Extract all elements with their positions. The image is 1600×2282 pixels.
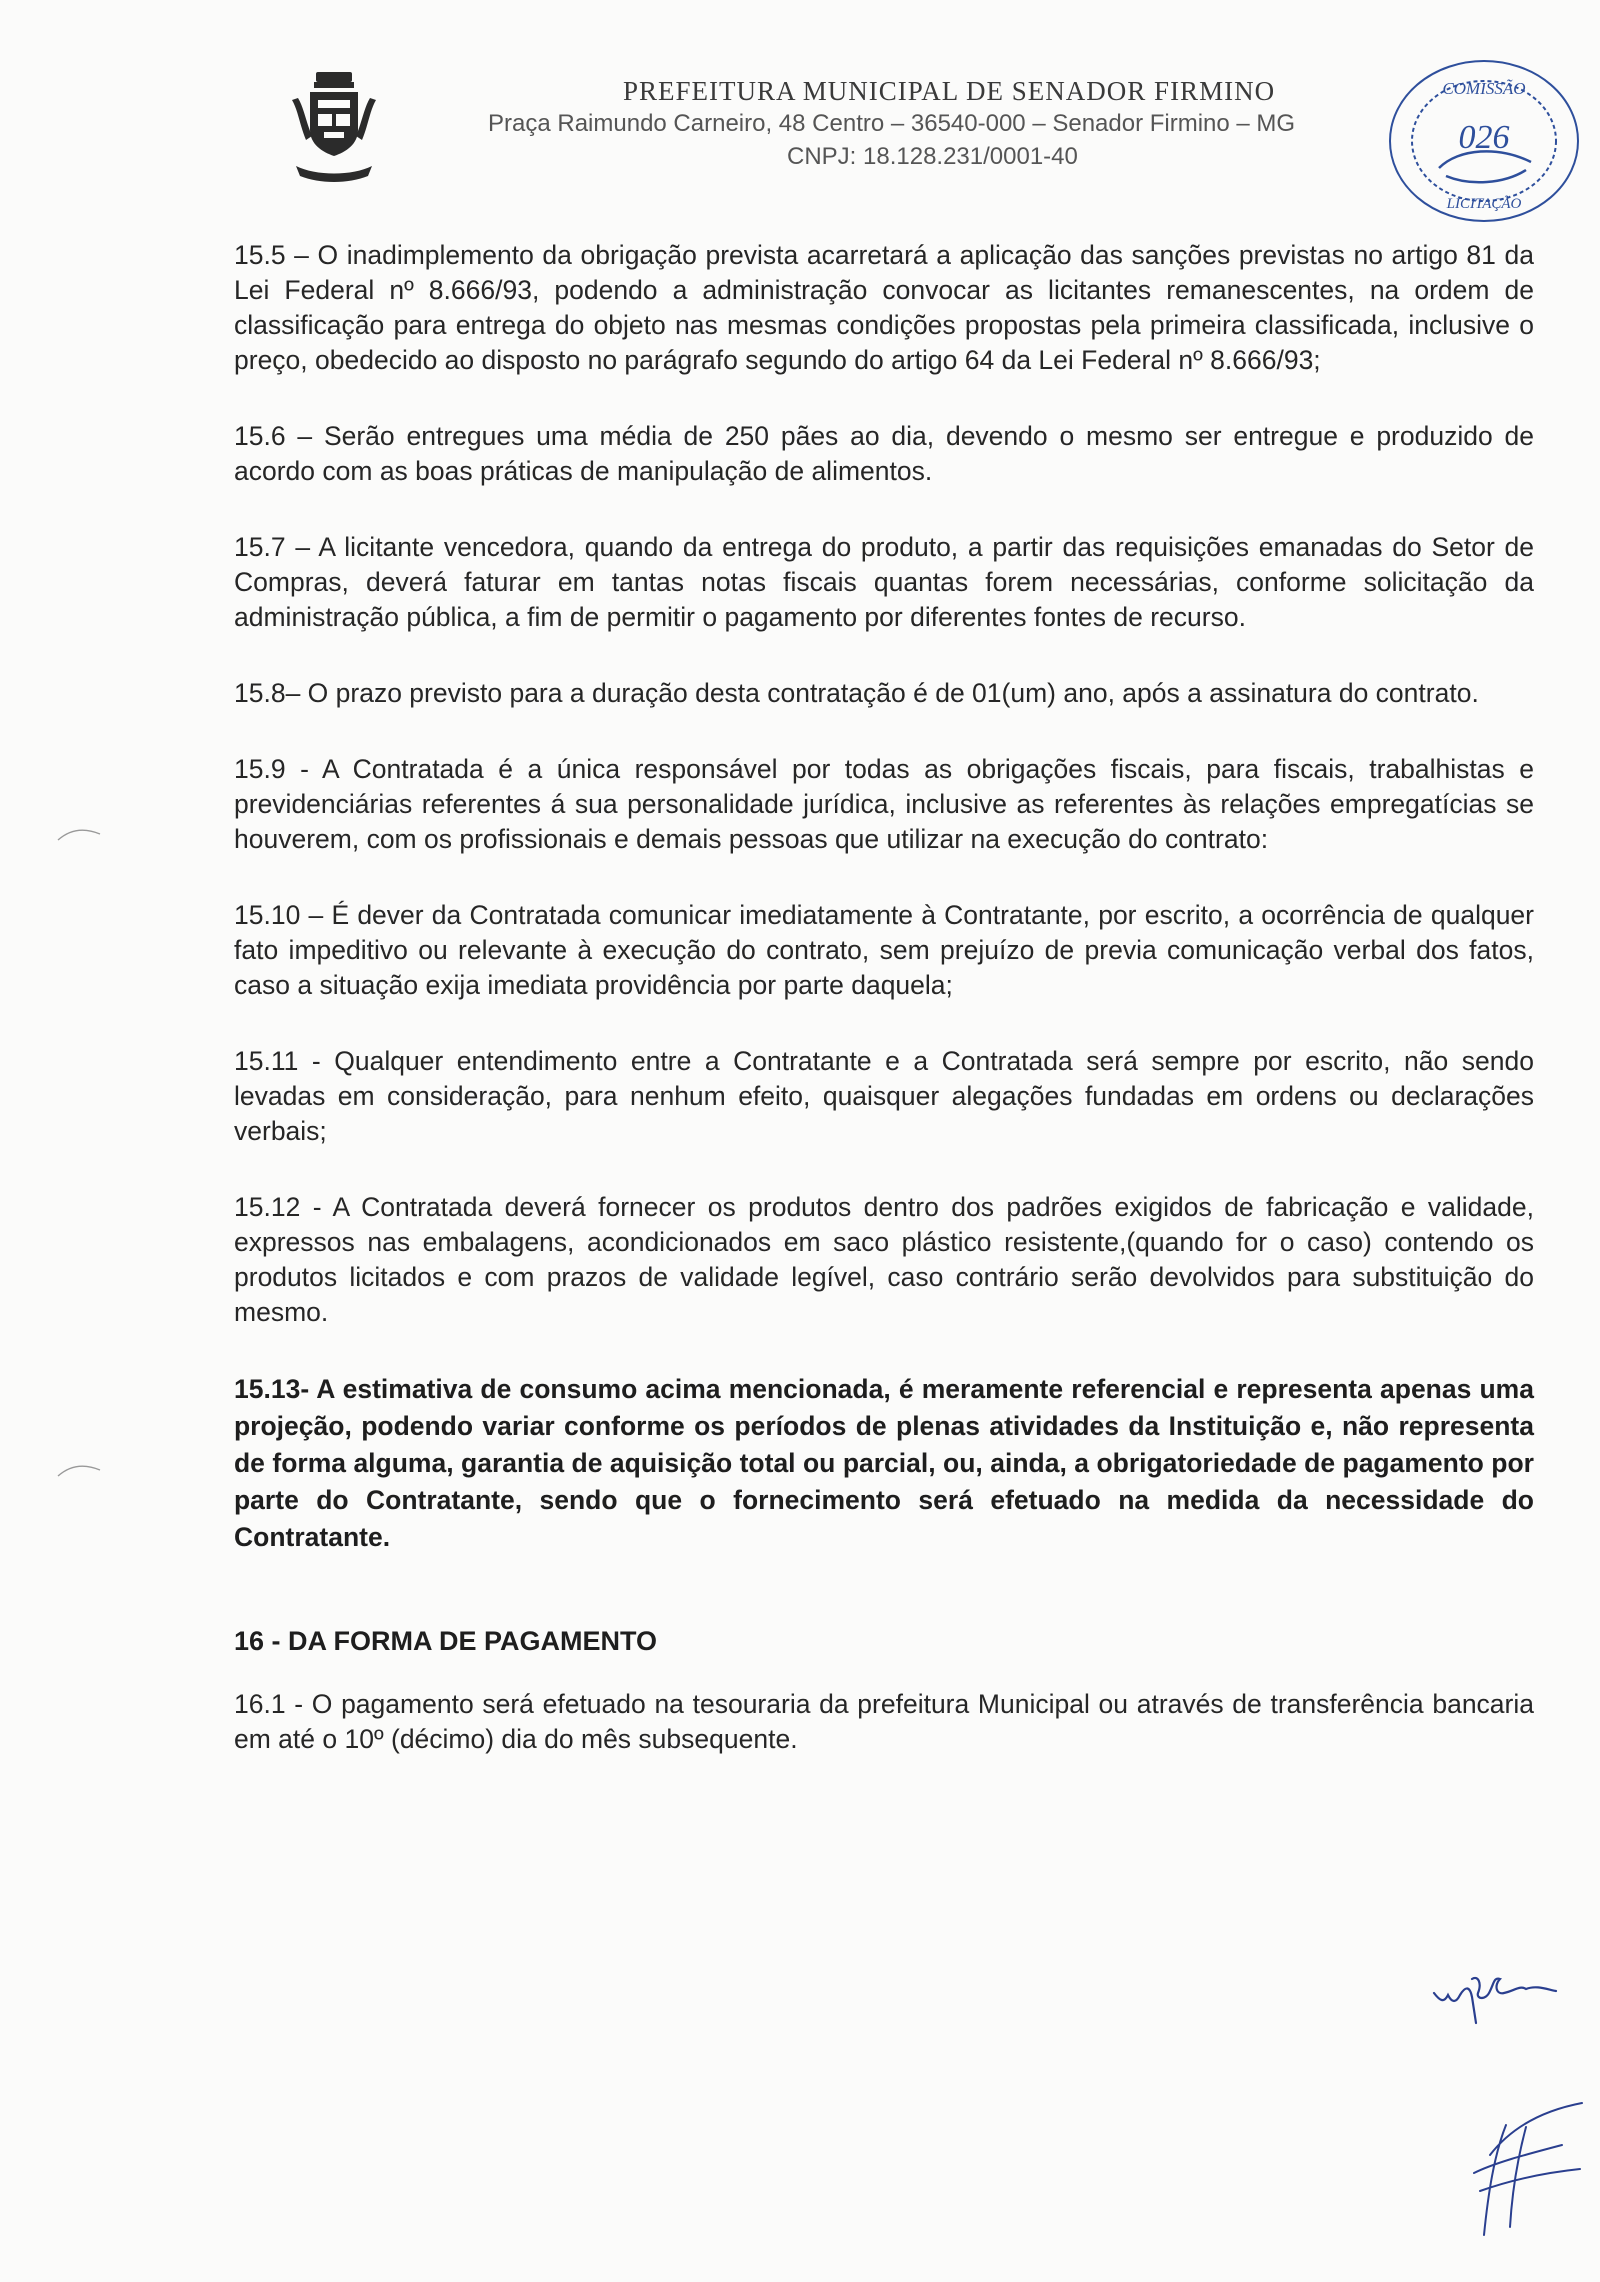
svg-text:LICITAÇÃO: LICITAÇÃO <box>1446 196 1522 212</box>
letterhead <box>0 0 1600 212</box>
prefecture-name: PREFEITURA MUNICIPAL DE SENADOR FIRMINO <box>623 76 1276 106</box>
clause-15-6: 15.6 – Serão entregues uma média de 250 pães ao dia, devendo o mesmo ser entregue e produzido de acordo com as boas práticas de manipulação de alimentos. <box>234 421 1534 486</box>
clause-16-1: 16.1 - O pagamento será efetuado na tesouraria da prefeitura Municipal ou através de transferência bancaria em até o 10º (décimo) dia do mês subsequente. <box>234 1689 1534 1754</box>
svg-text:026: 026 <box>1458 119 1510 156</box>
svg-text:COMISSÃO: COMISSÃO <box>1442 79 1526 98</box>
handwritten-initials <box>1430 1965 1580 2025</box>
clause-15-8: 15.8– O prazo previsto para a duração desta contratação é de 01(um) ano, após a assinatura do contrato. <box>234 678 1479 708</box>
municipal-crest-icon <box>286 70 382 186</box>
margin-mark <box>56 822 104 842</box>
handwritten-signature <box>1450 2095 1600 2240</box>
clause-15-11: 15.11 - Qualquer entendimento entre a Contratante e a Contratada será sempre por escrito, não sendo levadas em consideração, para nenhum efeito, quaisquer alegações fundadas em ordens ou declarações verbais; <box>234 1046 1534 1146</box>
clause-15-12: 15.12 - A Contratada deverá fornecer os produtos dentro dos padrões exigidos de fabricação e validade, expressos nas embalagens, acondicionados em saco plástico resistente,(quando for o caso) contendo os produtos licitados e com prazos de validade legível, caso contrário serão devolvidos para substituição do mesmo. <box>234 1192 1534 1327</box>
clause-15-7: 15.7 – A licitante vencedora, quando da entrega do produto, a partir das requisições emanadas do Setor de Compras, deverá faturar em tantas notas fiscais quantas forem necessárias, conforme solicitação da administração pública, a fim de permitir o pagamento por diferentes fontes de recurso. <box>234 532 1534 632</box>
section-16-title: 16 - DA FORMA DE PAGAMENTO <box>234 1626 658 1656</box>
clause-15-9: 15.9 - A Contratada é a única responsável por todas as obrigações fiscais, para fiscais, trabalhistas e previdenciárias referentes á sua personalidade jurídica, inclusive as referentes às relações empregatícias se houverem, com os profissionais e demais pessoas que utilizar na execução do contrato: <box>234 754 1534 854</box>
prefecture-cnpj: CNPJ: 18.128.231/0001-40 <box>787 143 1078 170</box>
margin-mark <box>56 1458 104 1478</box>
document-body <box>234 238 1534 1798</box>
clause-15-5: 15.5 – O inadimplemento da obrigação prevista acarretará a aplicação das sanções previstas no artigo 81 da Lei Federal nº 8.666/93, podendo a administração convocar as licitantes remanescentes, na ordem de classificação para entrega do objeto nas mesmas condições propostas pela primeira classificada, inclusive o preço, obedecido ao disposto no parágrafo segundo do artigo 64 da Lei Federal nº 8.666/93; <box>234 240 1534 375</box>
clause-15-10: 15.10 – É dever da Contratada comunicar imediatamente à Contratante, por escrito, a ocorrência de qualquer fato impeditivo ou relevante à execução do contrato, sem prejuízo de previa comunicação verbal dos fatos, caso a situação exija imediata providência por parte daquela; <box>234 900 1534 1000</box>
clause-15-13: 15.13- A estimativa de consumo acima mencionada, é meramente referencial e representa apenas uma projeção, podendo variar conforme os períodos de plenas atividades da Instituição e, não representa de forma alguma, garantia de aquisição total ou parcial, ou, ainda, a obrigatoriedade de pagamento por parte do Contratante, sendo que o fornecimento será efetuado na medida da necessidade do Contratante. <box>234 1374 1534 1552</box>
commission-page-stamp <box>1384 56 1584 226</box>
prefecture-address: Praça Raimundo Carneiro, 48 Centro – 36540-000 – Senador Firmino – MG <box>488 110 1296 137</box>
